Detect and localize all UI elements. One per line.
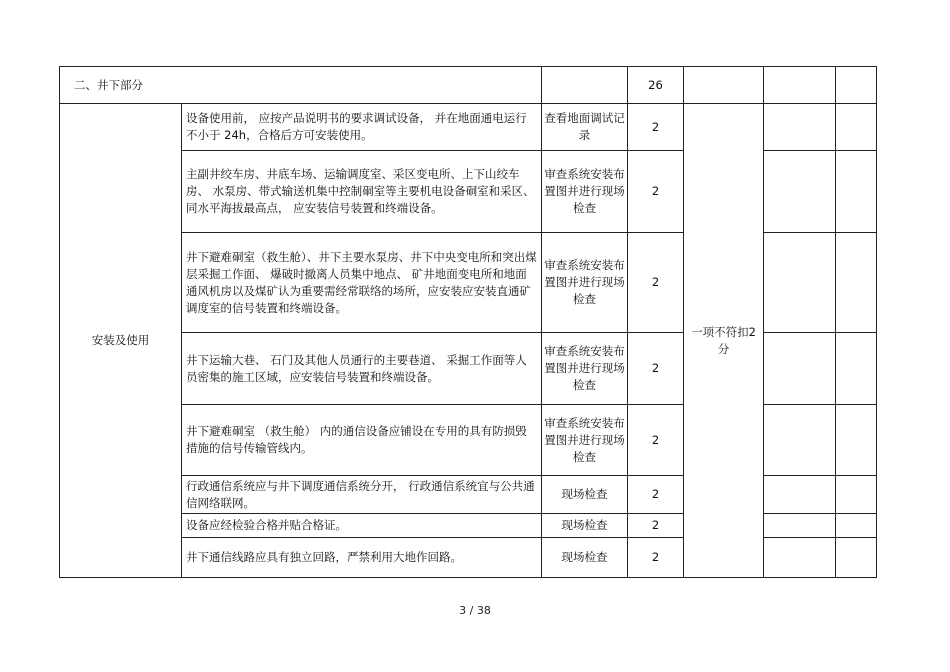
requirement-cell: 行政通信系统应与井下调度通信系统分开， 行政通信系统宜与公共通信网络联网。 xyxy=(182,476,542,514)
inspection-table xyxy=(59,66,877,578)
check-method-cell: 现场检查 xyxy=(542,476,628,514)
score-cell: 2 xyxy=(628,233,684,333)
blank-cell xyxy=(836,538,877,578)
score-cell: 2 xyxy=(628,405,684,476)
section-title: 二、井下部分 xyxy=(60,67,542,104)
blank-cell xyxy=(836,333,877,405)
check-method-cell: 查看地面调试记录 xyxy=(542,104,628,151)
blank-cell xyxy=(836,151,877,233)
requirement-cell: 设备使用前， 应按产品说明书的要求调试设备， 并在地面通电运行不小于 24h，合格后方可安装使用。 xyxy=(182,104,542,151)
score-cell: 2 xyxy=(628,151,684,233)
blank-cell xyxy=(764,476,836,514)
table-row xyxy=(60,104,877,151)
blank-cell xyxy=(836,104,877,151)
blank-cell xyxy=(836,405,877,476)
blank-cell xyxy=(764,405,836,476)
requirement-cell: 主副井绞车房、井底车场、运输调度室、采区变电所、上下山绞车房、 水泵房、带式输送机集中控制硐室等主要机电设备硐室和采区、 同水平海拔最高点， 应安装信号装置和终端设备。 xyxy=(182,151,542,233)
section-score: 26 xyxy=(628,67,684,104)
page-number: 3 / 38 xyxy=(459,604,491,617)
section-blank-3 xyxy=(836,67,877,104)
deduction-rule-cell xyxy=(684,104,764,578)
check-method-cell: 现场检查 xyxy=(542,538,628,578)
score-cell: 2 xyxy=(628,104,684,151)
blank-cell xyxy=(836,514,877,538)
check-method-cell: 现场检查 xyxy=(542,514,628,538)
blank-cell xyxy=(764,514,836,538)
score-cell: 2 xyxy=(628,476,684,514)
section-method-cell xyxy=(542,67,628,104)
requirement-cell: 井下避难硐室 （救生舱） 内的通信设备应铺设在专用的具有防损毁措施的信号传输管线内。 xyxy=(182,405,542,476)
section-blank-2 xyxy=(764,67,836,104)
section-blank-1 xyxy=(684,67,764,104)
blank-cell xyxy=(836,476,877,514)
check-method-cell: 审查系统安装布置图并进行现场检查 xyxy=(542,333,628,405)
requirement-cell: 设备应经检验合格并贴合格证。 xyxy=(182,514,542,538)
check-method-cell: 审查系统安装布置图并进行现场检查 xyxy=(542,405,628,476)
score-cell: 2 xyxy=(628,333,684,405)
blank-cell xyxy=(764,333,836,405)
score-cell: 2 xyxy=(628,538,684,578)
requirement-cell: 井下避难硐室（救生舱）、井下主要水泵房、井下中央变电所和突出煤层采掘工作面、 爆破时撤离人员集中地点、 矿井地面变电所和地面通风机房以及煤矿认为重要需经常联络的场所，应安装应安装直通矿调度室的信号装置和终端设备。 xyxy=(182,233,542,333)
blank-cell xyxy=(764,233,836,333)
blank-cell xyxy=(764,538,836,578)
blank-cell xyxy=(836,233,877,333)
category-cell: 安装及使用 xyxy=(60,104,182,578)
check-method-cell: 审查系统安装布置图并进行现场检查 xyxy=(542,151,628,233)
blank-cell xyxy=(764,104,836,151)
score-cell: 2 xyxy=(628,514,684,538)
requirement-cell: 井下运输大巷、 石门及其他人员通行的主要巷道、 采掘工作面等人员密集的施工区域，应安装信号装置和终端设备。 xyxy=(182,333,542,405)
deduction-rule-text: 一项不符扣2分 xyxy=(691,324,756,356)
blank-cell xyxy=(764,151,836,233)
check-method-cell: 审查系统安装布置图并进行现场检查 xyxy=(542,233,628,333)
section-header-row xyxy=(60,67,877,104)
requirement-cell: 井下通信线路应具有独立回路，严禁利用大地作回路。 xyxy=(182,538,542,578)
